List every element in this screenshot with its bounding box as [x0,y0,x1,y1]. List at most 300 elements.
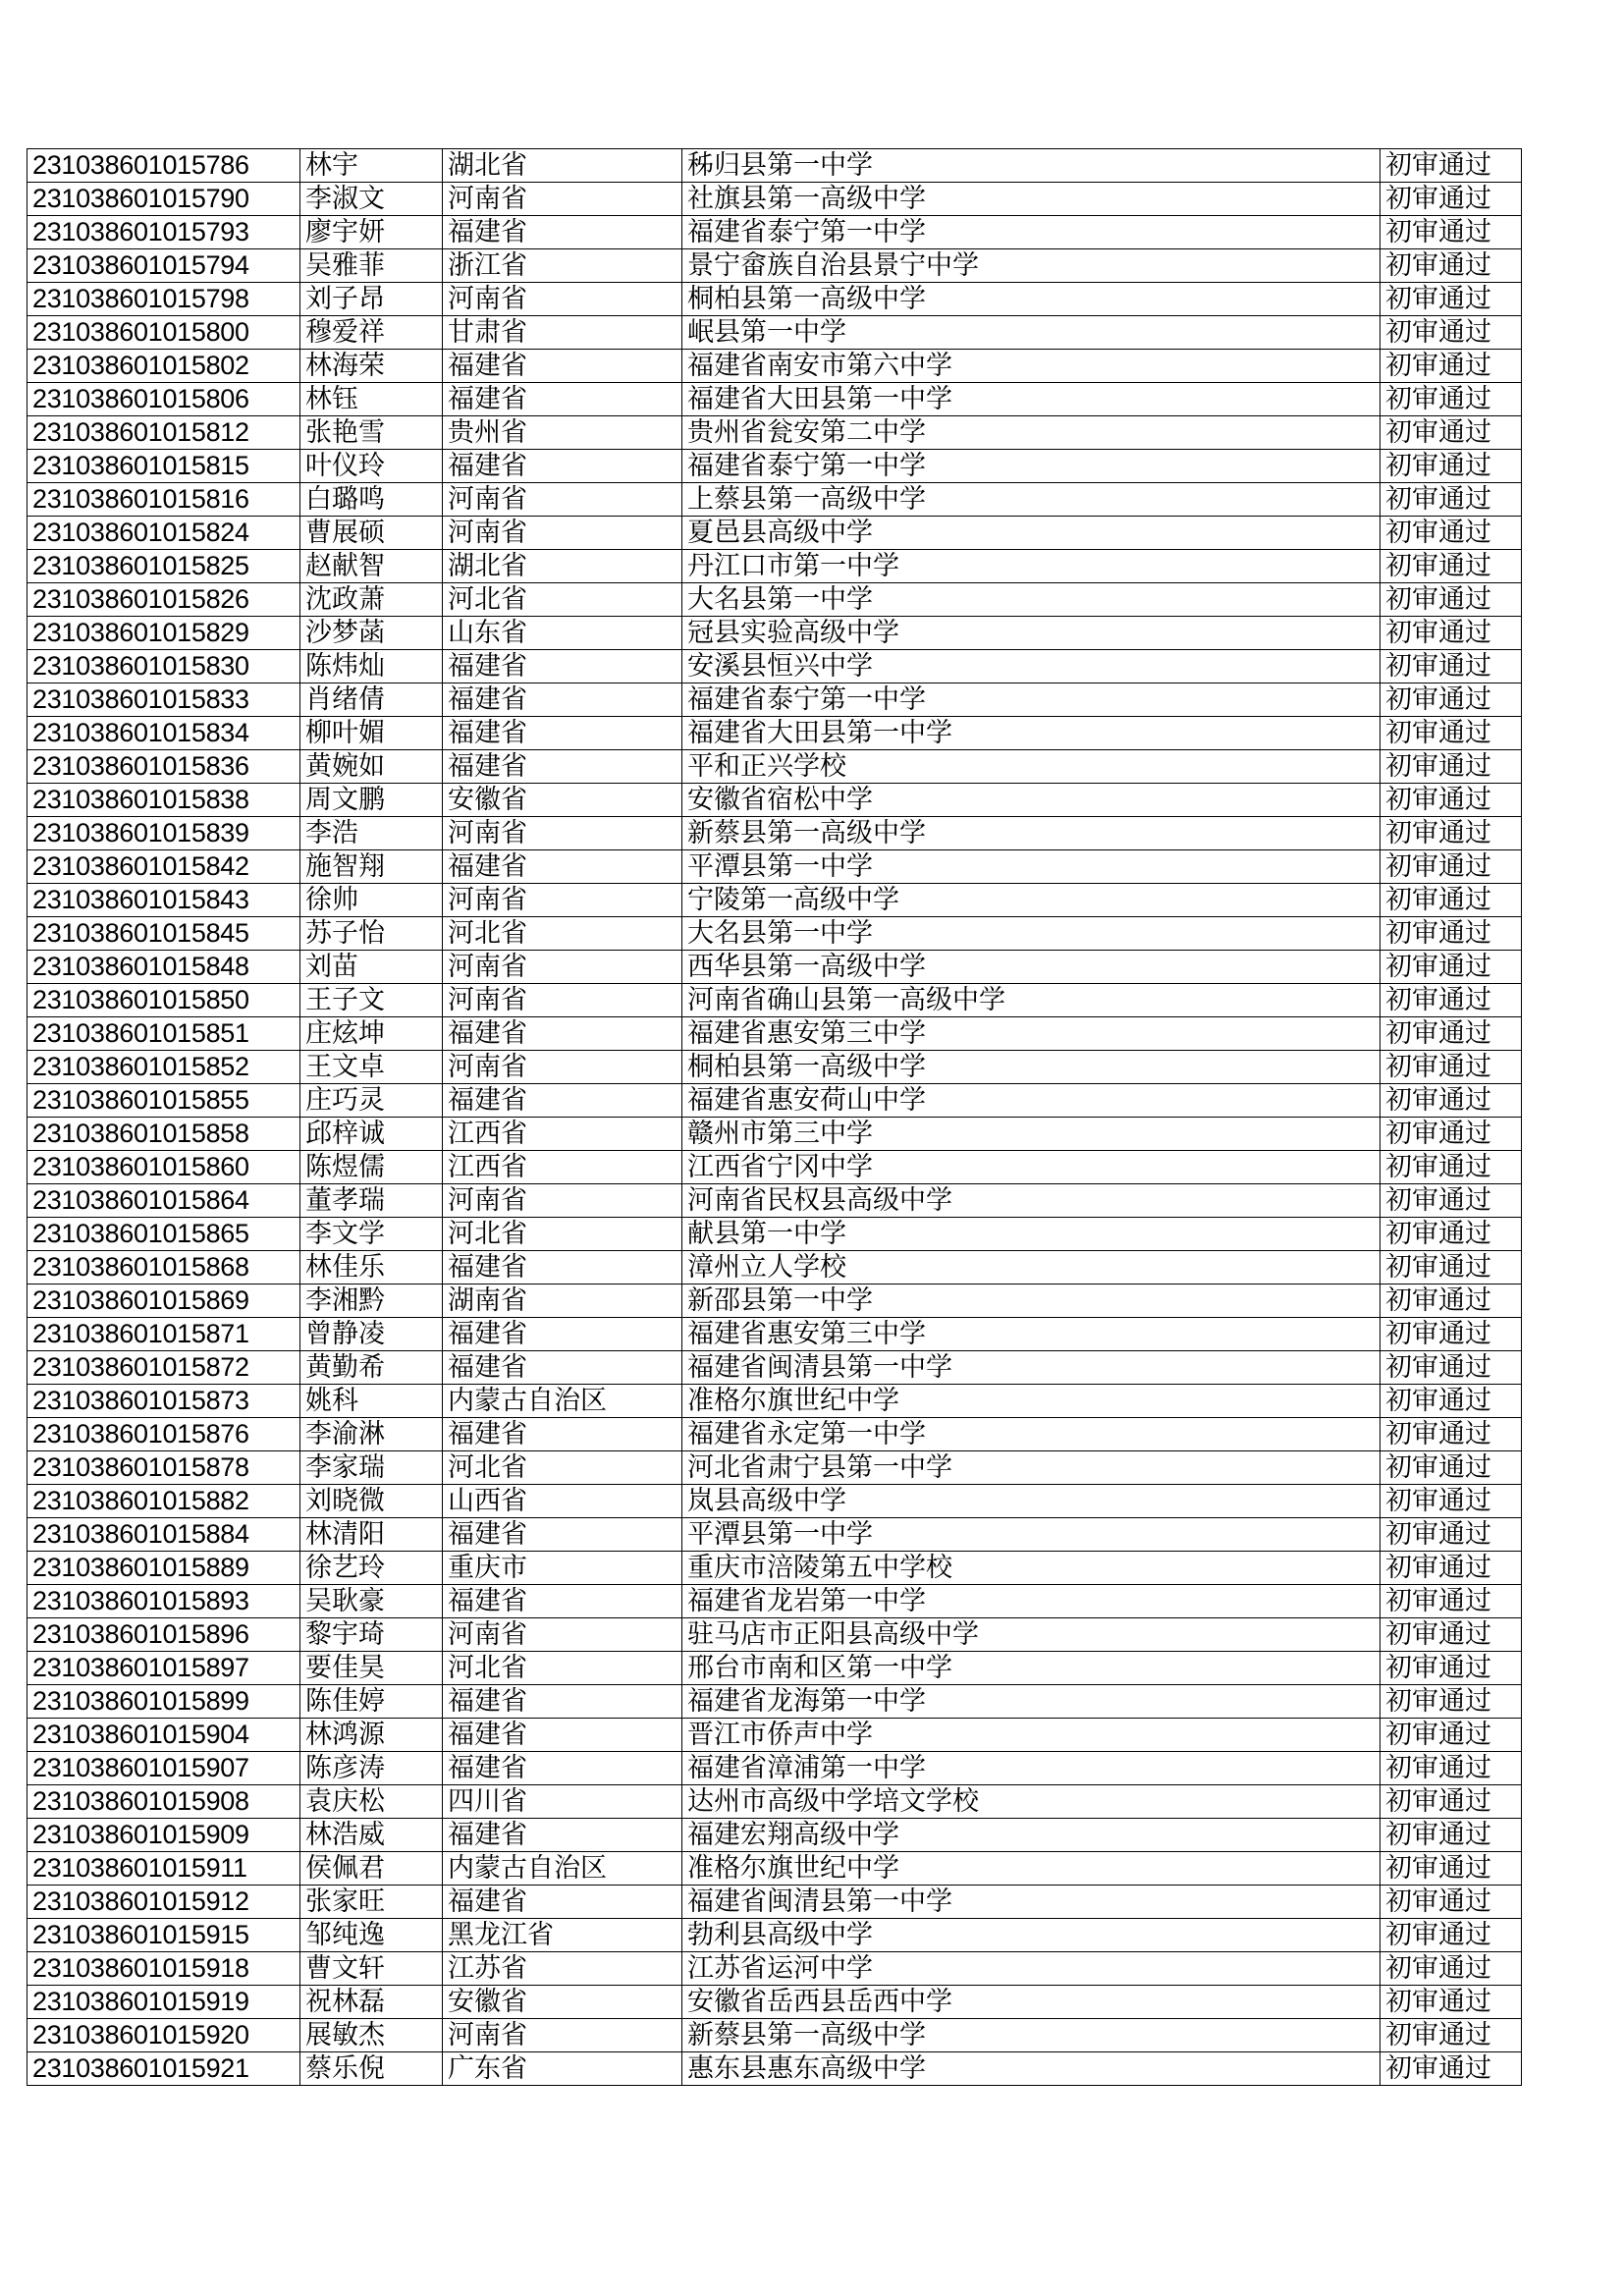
cell-status: 初审通过 [1380,1151,1522,1184]
cell-id: 231038601015839 [27,817,300,850]
cell-province: 福建省 [443,683,682,717]
cell-id: 231038601015915 [27,1919,300,1952]
cell-name: 吴耿豪 [300,1585,443,1618]
cell-status: 初审通过 [1380,1685,1522,1719]
cell-id: 231038601015825 [27,550,300,583]
cell-province: 河南省 [443,984,682,1017]
table-row [27,216,1522,249]
cell-province: 河南省 [443,283,682,316]
cell-school: 献县第一中学 [682,1218,1380,1251]
cell-school: 安徽省宿松中学 [682,784,1380,817]
cell-province: 河南省 [443,951,682,984]
cell-school: 福建省闽清县第一中学 [682,1886,1380,1919]
cell-province: 山西省 [443,1485,682,1518]
cell-status: 初审通过 [1380,1819,1522,1852]
cell-id: 231038601015919 [27,1986,300,2019]
cell-name: 林鸿源 [300,1719,443,1752]
cell-school: 平潭县第一中学 [682,1518,1380,1552]
cell-province: 福建省 [443,350,682,383]
table-row [27,917,1522,951]
cell-school: 福建省龙岩第一中学 [682,1585,1380,1618]
table-row [27,1585,1522,1618]
table-row [27,817,1522,850]
cell-name: 黎宇琦 [300,1618,443,1652]
cell-school: 贵州省瓮安第二中学 [682,416,1380,450]
cell-province: 安徽省 [443,784,682,817]
cell-id: 231038601015876 [27,1418,300,1451]
cell-status: 初审通过 [1380,2052,1522,2086]
cell-name: 李淑文 [300,183,443,216]
cell-school: 安徽省岳西县岳西中学 [682,1986,1380,2019]
cell-name: 白璐鸣 [300,483,443,517]
cell-status: 初审通过 [1380,416,1522,450]
roster-table [27,148,1522,2086]
cell-school: 福建省龙海第一中学 [682,1685,1380,1719]
cell-province: 福建省 [443,1752,682,1785]
cell-id: 231038601015882 [27,1485,300,1518]
table-row [27,1118,1522,1151]
table-row [27,1852,1522,1886]
cell-name: 林海荣 [300,350,443,383]
cell-id: 231038601015868 [27,1251,300,1285]
cell-status: 初审通过 [1380,1752,1522,1785]
cell-id: 231038601015921 [27,2052,300,2086]
cell-school: 准格尔旗世纪中学 [682,1385,1380,1418]
cell-school: 河南省确山县第一高级中学 [682,984,1380,1017]
cell-name: 黄婉如 [300,750,443,784]
cell-status: 初审通过 [1380,617,1522,650]
cell-name: 蔡乐倪 [300,2052,443,2086]
cell-school: 晋江市侨声中学 [682,1719,1380,1752]
cell-province: 福建省 [443,850,682,884]
cell-province: 河南省 [443,817,682,850]
cell-status: 初审通过 [1380,1618,1522,1652]
cell-name: 李家瑞 [300,1451,443,1485]
cell-id: 231038601015872 [27,1351,300,1385]
cell-school: 福建省漳浦第一中学 [682,1752,1380,1785]
cell-school: 福建省闽清县第一中学 [682,1351,1380,1385]
table-row [27,617,1522,650]
cell-name: 吴雅菲 [300,249,443,283]
cell-province: 贵州省 [443,416,682,450]
table-row [27,416,1522,450]
table-row [27,1485,1522,1518]
cell-name: 林佳乐 [300,1251,443,1285]
cell-status: 初审通过 [1380,1118,1522,1151]
cell-id: 231038601015790 [27,183,300,216]
cell-province: 福建省 [443,1418,682,1451]
cell-name: 肖绪倩 [300,683,443,717]
cell-id: 231038601015884 [27,1518,300,1552]
cell-id: 231038601015786 [27,149,300,183]
table-row [27,784,1522,817]
cell-school: 平潭县第一中学 [682,850,1380,884]
cell-school: 秭归县第一中学 [682,149,1380,183]
cell-id: 231038601015794 [27,249,300,283]
cell-name: 张艳雪 [300,416,443,450]
table-row [27,1318,1522,1351]
cell-school: 惠东县惠东高级中学 [682,2052,1380,2086]
cell-province: 江西省 [443,1118,682,1151]
cell-status: 初审通过 [1380,1952,1522,1986]
cell-name: 穆爱祥 [300,316,443,350]
cell-province: 重庆市 [443,1552,682,1585]
cell-school: 福建省大田县第一中学 [682,383,1380,416]
cell-school: 勃利县高级中学 [682,1919,1380,1952]
cell-name: 廖宇妍 [300,216,443,249]
table-row [27,683,1522,717]
table-row [27,1385,1522,1418]
cell-id: 231038601015864 [27,1184,300,1218]
cell-id: 231038601015904 [27,1719,300,1752]
cell-id: 231038601015848 [27,951,300,984]
cell-province: 广东省 [443,2052,682,2086]
cell-name: 林宇 [300,149,443,183]
table-row [27,2052,1522,2086]
cell-province: 河南省 [443,2019,682,2052]
cell-school: 宁陵第一高级中学 [682,884,1380,917]
cell-id: 231038601015800 [27,316,300,350]
cell-status: 初审通过 [1380,984,1522,1017]
table-row [27,1285,1522,1318]
cell-school: 新蔡县第一高级中学 [682,2019,1380,2052]
table-row [27,1785,1522,1819]
cell-name: 李浩 [300,817,443,850]
cell-name: 庄炫坤 [300,1017,443,1051]
cell-province: 江苏省 [443,1952,682,1986]
cell-id: 231038601015869 [27,1285,300,1318]
cell-status: 初审通过 [1380,650,1522,683]
cell-status: 初审通过 [1380,149,1522,183]
cell-province: 河南省 [443,517,682,550]
cell-school: 新邵县第一中学 [682,1285,1380,1318]
table-row [27,1051,1522,1084]
cell-status: 初审通过 [1380,1251,1522,1285]
cell-status: 初审通过 [1380,1919,1522,1952]
cell-name: 刘晓微 [300,1485,443,1518]
cell-id: 231038601015845 [27,917,300,951]
cell-school: 江西省宁冈中学 [682,1151,1380,1184]
cell-province: 山东省 [443,617,682,650]
table-row [27,249,1522,283]
cell-id: 231038601015889 [27,1552,300,1585]
cell-province: 安徽省 [443,1986,682,2019]
cell-province: 江西省 [443,1151,682,1184]
cell-school: 景宁畲族自治县景宁中学 [682,249,1380,283]
cell-name: 袁庆松 [300,1785,443,1819]
cell-name: 陈煜儒 [300,1151,443,1184]
cell-name: 祝林磊 [300,1986,443,2019]
cell-school: 驻马店市正阳县高级中学 [682,1618,1380,1652]
cell-province: 河南省 [443,483,682,517]
table-row [27,1919,1522,1952]
cell-status: 初审通过 [1380,249,1522,283]
cell-id: 231038601015834 [27,717,300,750]
cell-id: 231038601015878 [27,1451,300,1485]
cell-school: 上蔡县第一高级中学 [682,483,1380,517]
table-row [27,1084,1522,1118]
cell-name: 曾静凌 [300,1318,443,1351]
cell-province: 福建省 [443,450,682,483]
cell-school: 福建宏翔高级中学 [682,1819,1380,1852]
cell-name: 柳叶媚 [300,717,443,750]
cell-province: 河北省 [443,917,682,951]
cell-status: 初审通过 [1380,450,1522,483]
cell-status: 初审通过 [1380,316,1522,350]
cell-province: 四川省 [443,1785,682,1819]
table-row [27,1719,1522,1752]
cell-status: 初审通过 [1380,1418,1522,1451]
cell-status: 初审通过 [1380,750,1522,784]
cell-status: 初审通过 [1380,951,1522,984]
cell-status: 初审通过 [1380,183,1522,216]
cell-school: 漳州立人学校 [682,1251,1380,1285]
cell-school: 丹江口市第一中学 [682,550,1380,583]
table-row [27,1618,1522,1652]
cell-name: 曹文轩 [300,1952,443,1986]
cell-name: 李湘黔 [300,1285,443,1318]
cell-name: 邱梓诚 [300,1118,443,1151]
cell-school: 福建省永定第一中学 [682,1418,1380,1451]
cell-id: 231038601015911 [27,1852,300,1886]
cell-school: 福建省泰宁第一中学 [682,450,1380,483]
cell-name: 王文卓 [300,1051,443,1084]
cell-id: 231038601015815 [27,450,300,483]
cell-status: 初审通过 [1380,1485,1522,1518]
cell-school: 福建省惠安第三中学 [682,1318,1380,1351]
table-row [27,1819,1522,1852]
cell-status: 初审通过 [1380,1351,1522,1385]
table-row [27,383,1522,416]
cell-status: 初审通过 [1380,550,1522,583]
cell-province: 福建省 [443,1084,682,1118]
cell-id: 231038601015824 [27,517,300,550]
table-row [27,1351,1522,1385]
cell-school: 达州市高级中学培文学校 [682,1785,1380,1819]
cell-name: 林清阳 [300,1518,443,1552]
cell-status: 初审通过 [1380,1652,1522,1685]
cell-name: 陈彦涛 [300,1752,443,1785]
table-row [27,283,1522,316]
cell-id: 231038601015918 [27,1952,300,1986]
cell-id: 231038601015855 [27,1084,300,1118]
cell-id: 231038601015858 [27,1118,300,1151]
cell-name: 邹纯逸 [300,1919,443,1952]
cell-school: 新蔡县第一高级中学 [682,817,1380,850]
cell-school: 福建省惠安荷山中学 [682,1084,1380,1118]
cell-status: 初审通过 [1380,2019,1522,2052]
table-row [27,1952,1522,1986]
cell-name: 展敏杰 [300,2019,443,2052]
cell-status: 初审通过 [1380,717,1522,750]
cell-province: 河南省 [443,1051,682,1084]
roster-table-body [27,149,1522,2086]
table-row [27,850,1522,884]
table-row [27,316,1522,350]
cell-name: 李文学 [300,1218,443,1251]
cell-id: 231038601015806 [27,383,300,416]
cell-school: 福建省泰宁第一中学 [682,683,1380,717]
cell-province: 湖南省 [443,1285,682,1318]
cell-id: 231038601015897 [27,1652,300,1685]
cell-school: 冠县实验高级中学 [682,617,1380,650]
cell-province: 福建省 [443,1819,682,1852]
cell-name: 施智翔 [300,850,443,884]
cell-school: 重庆市涪陵第五中学校 [682,1552,1380,1585]
table-row [27,517,1522,550]
cell-province: 河南省 [443,1184,682,1218]
cell-name: 曹展硕 [300,517,443,550]
cell-status: 初审通过 [1380,1785,1522,1819]
cell-id: 231038601015865 [27,1218,300,1251]
cell-school: 准格尔旗世纪中学 [682,1852,1380,1886]
cell-school: 赣州市第三中学 [682,1118,1380,1151]
cell-id: 231038601015871 [27,1318,300,1351]
table-row [27,1552,1522,1585]
cell-province: 福建省 [443,650,682,683]
cell-school: 福建省南安市第六中学 [682,350,1380,383]
table-row [27,183,1522,216]
cell-school: 福建省泰宁第一中学 [682,216,1380,249]
cell-province: 福建省 [443,717,682,750]
cell-status: 初审通过 [1380,1552,1522,1585]
cell-name: 庄巧灵 [300,1084,443,1118]
cell-status: 初审通过 [1380,850,1522,884]
cell-id: 231038601015833 [27,683,300,717]
cell-id: 231038601015798 [27,283,300,316]
cell-province: 内蒙古自治区 [443,1385,682,1418]
cell-province: 河北省 [443,1652,682,1685]
table-row [27,750,1522,784]
cell-province: 福建省 [443,383,682,416]
cell-id: 231038601015812 [27,416,300,450]
cell-province: 河北省 [443,1218,682,1251]
cell-name: 刘子昂 [300,283,443,316]
cell-name: 叶仪玲 [300,450,443,483]
cell-name: 徐艺玲 [300,1552,443,1585]
cell-province: 甘肃省 [443,316,682,350]
cell-school: 邢台市南和区第一中学 [682,1652,1380,1685]
cell-status: 初审通过 [1380,1184,1522,1218]
cell-school: 岷县第一中学 [682,316,1380,350]
cell-school: 河南省民权县高级中学 [682,1184,1380,1218]
table-row [27,1017,1522,1051]
cell-status: 初审通过 [1380,1585,1522,1618]
cell-school: 大名县第一中学 [682,917,1380,951]
cell-name: 陈炜灿 [300,650,443,683]
cell-status: 初审通过 [1380,1518,1522,1552]
cell-name: 周文鹏 [300,784,443,817]
cell-id: 231038601015851 [27,1017,300,1051]
cell-id: 231038601015920 [27,2019,300,2052]
table-row [27,1151,1522,1184]
cell-status: 初审通过 [1380,1084,1522,1118]
cell-id: 231038601015899 [27,1685,300,1719]
table-row [27,1418,1522,1451]
cell-id: 231038601015909 [27,1819,300,1852]
table-row [27,951,1522,984]
cell-province: 河南省 [443,884,682,917]
cell-id: 231038601015912 [27,1886,300,1919]
cell-province: 福建省 [443,1518,682,1552]
cell-province: 河北省 [443,583,682,617]
table-row [27,583,1522,617]
cell-province: 湖北省 [443,550,682,583]
cell-id: 231038601015802 [27,350,300,383]
table-row [27,884,1522,917]
cell-status: 初审通过 [1380,1852,1522,1886]
cell-status: 初审通过 [1380,1285,1522,1318]
cell-status: 初审通过 [1380,683,1522,717]
cell-id: 231038601015850 [27,984,300,1017]
cell-province: 河南省 [443,1618,682,1652]
cell-school: 安溪县恒兴中学 [682,650,1380,683]
cell-status: 初审通过 [1380,483,1522,517]
cell-status: 初审通过 [1380,1017,1522,1051]
cell-name: 李渝淋 [300,1418,443,1451]
cell-status: 初审通过 [1380,1986,1522,2019]
cell-province: 河南省 [443,183,682,216]
cell-status: 初审通过 [1380,917,1522,951]
cell-name: 张家旺 [300,1886,443,1919]
cell-id: 231038601015907 [27,1752,300,1785]
table-row [27,149,1522,183]
table-row [27,2019,1522,2052]
cell-school: 江苏省运河中学 [682,1952,1380,1986]
cell-id: 231038601015830 [27,650,300,683]
cell-province: 福建省 [443,1685,682,1719]
cell-province: 福建省 [443,1719,682,1752]
cell-name: 苏子怡 [300,917,443,951]
table-row [27,1451,1522,1485]
cell-school: 平和正兴学校 [682,750,1380,784]
cell-school: 大名县第一中学 [682,583,1380,617]
cell-status: 初审通过 [1380,817,1522,850]
cell-name: 要佳昊 [300,1652,443,1685]
cell-status: 初审通过 [1380,1886,1522,1919]
cell-school: 社旗县第一高级中学 [682,183,1380,216]
cell-status: 初审通过 [1380,383,1522,416]
cell-id: 231038601015896 [27,1618,300,1652]
cell-status: 初审通过 [1380,216,1522,249]
cell-id: 231038601015842 [27,850,300,884]
cell-id: 231038601015908 [27,1785,300,1819]
cell-id: 231038601015829 [27,617,300,650]
cell-province: 福建省 [443,1251,682,1285]
cell-id: 231038601015893 [27,1585,300,1618]
cell-name: 林钰 [300,383,443,416]
cell-school: 福建省大田县第一中学 [682,717,1380,750]
cell-province: 黑龙江省 [443,1919,682,1952]
table-row [27,1886,1522,1919]
cell-id: 231038601015816 [27,483,300,517]
cell-province: 浙江省 [443,249,682,283]
cell-id: 231038601015826 [27,583,300,617]
cell-status: 初审通过 [1380,1719,1522,1752]
cell-name: 黄勤希 [300,1351,443,1385]
table-row [27,1986,1522,2019]
cell-school: 夏邑县高级中学 [682,517,1380,550]
cell-province: 福建省 [443,1585,682,1618]
cell-province: 福建省 [443,1318,682,1351]
cell-school: 桐柏县第一高级中学 [682,1051,1380,1084]
cell-status: 初审通过 [1380,784,1522,817]
cell-status: 初审通过 [1380,350,1522,383]
cell-province: 福建省 [443,1351,682,1385]
cell-name: 刘苗 [300,951,443,984]
cell-province: 福建省 [443,216,682,249]
table-row [27,483,1522,517]
